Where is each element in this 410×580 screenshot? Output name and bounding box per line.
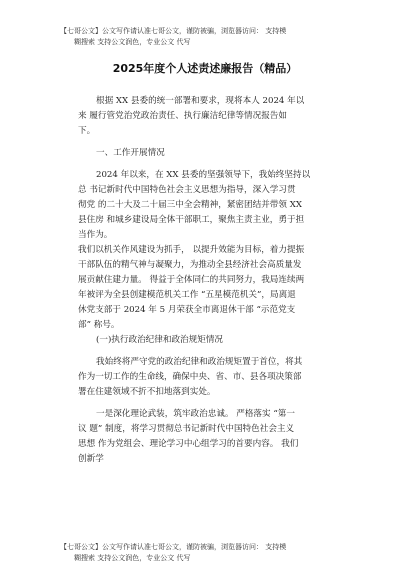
work-paragraph [78, 168, 340, 243]
header-line-2: 糊搜索 支持公文润色，专业公文 代写 [74, 38, 191, 46]
subsection-heading-text: (一)执行政治纪律和政治规矩情况 [96, 335, 224, 345]
document-title: 2025年度个人述责述廉报告（精品） [112, 62, 298, 75]
work-line: 总 书记新时代中国特色社会主义思想为指导，深入学习贯 [78, 185, 296, 195]
theory-line: 一是深化理论武装，筑牢政治忠诚。 严格落实 “第一 [96, 409, 295, 419]
theory-line: 思想 作为党组会、理论学习中心组学习的首要内容。 我们 [78, 439, 299, 449]
document-body [78, 94, 340, 467]
intro-line: 来 履行管党治党政治责任、执行廉洁纪律等情况报告如 [78, 111, 287, 121]
theory-paragraph [78, 407, 340, 467]
page-header-notice [60, 26, 360, 48]
work-line: 当作为。 [78, 230, 113, 240]
discipline-line: 署在住建领域不折不扣地落到实处。 [78, 387, 216, 397]
section-heading-text: 一、工作开展情况 [96, 148, 165, 158]
page-footer-notice [60, 542, 360, 564]
section-heading [78, 146, 340, 161]
work-line: 彻党 的二十大及二十届三中全会精神，紧密团结并带领 XX [78, 200, 302, 210]
intro-line: 下。 [78, 126, 96, 136]
style-line: 休党支部于 2024 年 5 月荣获全市离退休干部 “示范党支 [78, 305, 296, 315]
header-line-1: 【七哥公文】公文写作请认准七哥公文，谨防被骗，浏览器访问： 支持模 [60, 27, 287, 35]
work-line: 2024 年以来，在 XX 县委的坚强领导下，我始终坚持以 [96, 170, 311, 180]
style-paragraph [78, 243, 340, 333]
footer-line-2: 糊搜索 支持公文润色，专业公文 代写 [74, 554, 191, 562]
discipline-line: 我始终将严守党的政治纪律和政治规矩置于首位，将其 [96, 357, 303, 367]
intro-line: 根据 XX 县委的统一部署和要求，现将本人 2024 年以 [96, 96, 305, 106]
theory-line: 创新学 [78, 454, 104, 464]
theory-line: 议 题” 制度，将学习贯彻总书记新时代中国特色社会主义 [78, 424, 295, 434]
style-line: 我们以机关作风建设为抓手， 以提升效能为目标，着力提振 [78, 245, 305, 255]
subsection-heading [78, 333, 340, 348]
discipline-line: 作为一切工作的生命线，确保中央、省、市、县各项决策部 [78, 372, 302, 382]
style-line: 年被评为全县创建模范机关工作 “五星模范机关”，局离退 [78, 290, 296, 300]
work-line: 县住房 和城乡建设局全体干部职工，聚焦主责主业，勇于担 [78, 215, 305, 225]
discipline-paragraph [78, 355, 340, 400]
footer-line-1: 【七哥公文】公文写作请认准七哥公文，谨防被骗，浏览器访问： 支持模 [60, 543, 287, 551]
style-line: 部” 称号。 [78, 320, 120, 330]
style-line: 展贡献住建力量。 得益于全体同仁的共同努力，我局连续两 [78, 275, 305, 285]
style-line: 干部队伍的精气神与凝聚力，为推动全县经济社会高质量发 [78, 260, 302, 270]
intro-paragraph [78, 94, 340, 139]
